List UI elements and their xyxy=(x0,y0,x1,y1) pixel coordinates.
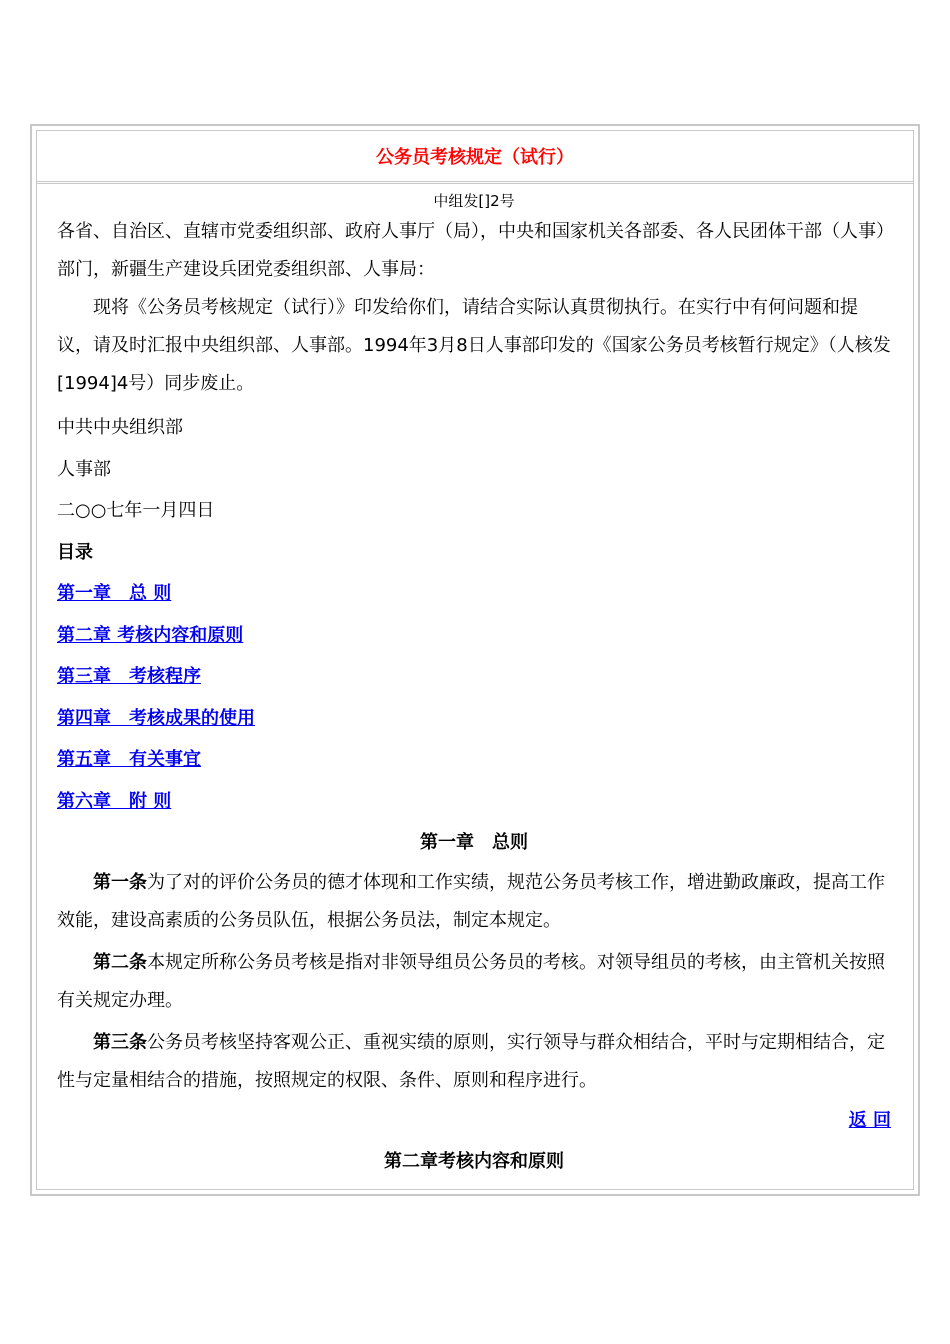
back-link[interactable]: 返 回 xyxy=(848,1109,891,1131)
toc-link-chapter-4[interactable]: 第四章 考核成果的使用 xyxy=(57,707,255,729)
intro-paragraph: 现将《公务员考核规定（试行）》印发给你们，请结合实际认真贯彻执行。在实行中有何问题和提议，请及时汇报中央组织部、人事部。1994年3月8日人事部印发的《国家公务员考核暂行规定》（人核发[1994]4号）同步废止。 xyxy=(57,297,891,394)
chapter-2-heading: 第二章考核内容和原则 xyxy=(384,1151,564,1172)
issue-date: 二○○七年一月四日 xyxy=(57,500,215,521)
toc-heading: 目录 xyxy=(57,541,93,563)
article-2 xyxy=(57,944,891,1020)
addressee-paragraph: 各省、自治区、直辖市党委组织部、政府人事厅（局），中央和国家机关各部委、各人民团体干部（人事）部门，新疆生产建设兵团党委组织部、人事局： xyxy=(57,221,885,280)
article-1 xyxy=(57,864,891,940)
toc-link-chapter-2[interactable]: 第二章 考核内容和原则 xyxy=(57,624,244,646)
document-content xyxy=(57,189,891,1183)
article-1-label: 第一条 xyxy=(93,871,147,893)
toc-link-chapter-5[interactable]: 第五章 有关事宜 xyxy=(57,749,201,770)
document-frame xyxy=(30,124,920,1196)
article-3 xyxy=(57,1024,891,1100)
document-inner-border xyxy=(36,130,914,1190)
title-row xyxy=(37,131,913,184)
toc-link-chapter-6[interactable]: 第六章 附 则 xyxy=(57,790,172,812)
chapter-1-heading: 第一章 总则 xyxy=(420,832,528,853)
document-title: 公务员考核规定（试行） xyxy=(376,147,574,168)
toc-link-chapter-3[interactable]: 第三章 考核程序 xyxy=(57,666,201,687)
issuer-organization: 中共中央组织部 xyxy=(57,417,183,438)
article-2-text: 本规定所称公务员考核是指对非领导组员公务员的考核。对领导组员的考核，由主管机关按照有关规定办理。 xyxy=(57,951,885,1011)
article-3-text: 公务员考核坚持客观公正、重视实绩的原则，实行领导与群众相结合，平时与定期相结合，定性与定量相结合的措施，按照规定的权限、条件、原则和程序进行。 xyxy=(57,1031,885,1091)
article-2-label: 第二条 xyxy=(93,951,147,973)
article-3-label: 第三条 xyxy=(93,1031,147,1053)
toc-link-chapter-1[interactable]: 第一章 总 则 xyxy=(57,583,172,604)
table-of-contents xyxy=(57,573,891,822)
article-1-text: 为了对的评价公务员的德才体现和工作实绩，规范公务员考核工作，增进勤政廉政，提高工作效能，建设高素质的公务员队伍，根据公务员法，制定本规定。 xyxy=(57,871,885,931)
document-number: 中组发[]2号 xyxy=(433,192,515,210)
issuer-ministry: 人事部 xyxy=(57,458,111,480)
